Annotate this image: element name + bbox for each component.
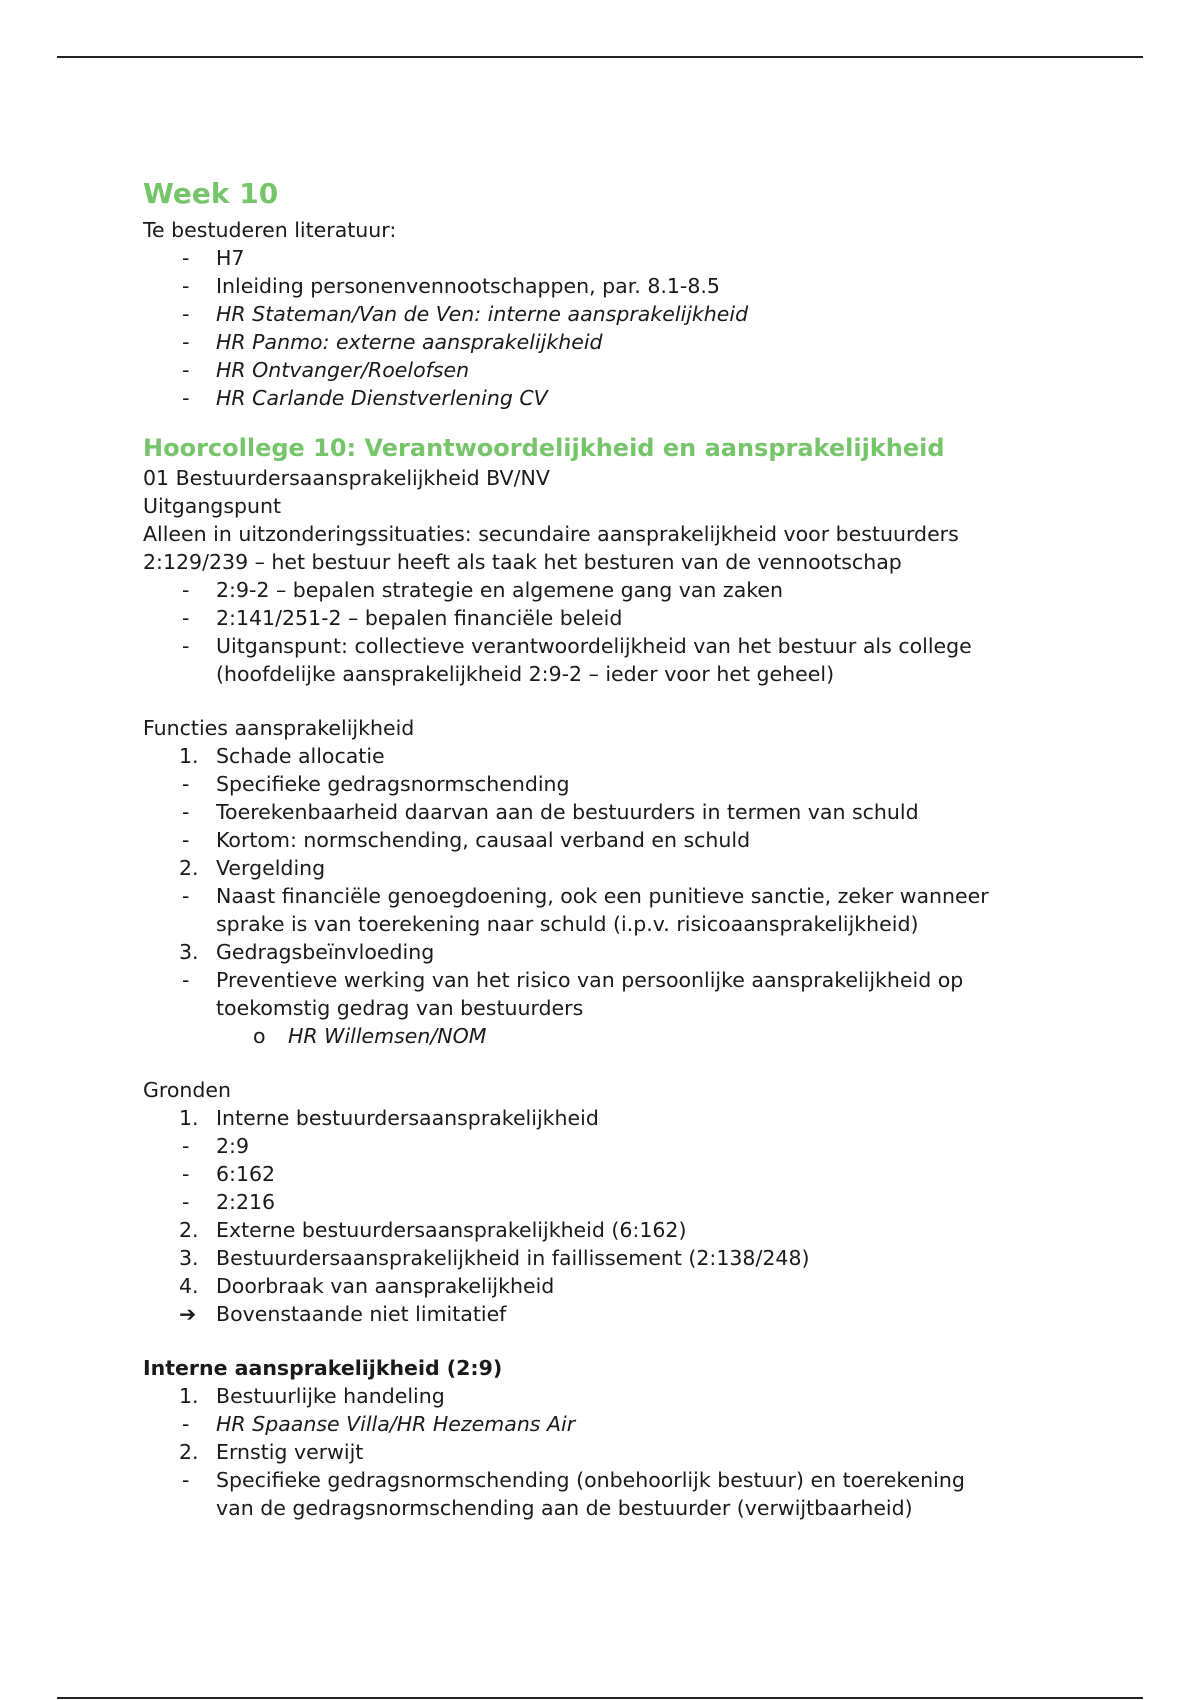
section-heading: Functies aansprakelijkheid	[143, 716, 415, 740]
gronden-list	[143, 1104, 1103, 1328]
list-item: - Inleiding personenvennootschappen, par. 8.1-8.5	[182, 274, 720, 298]
list-item-continuation: van de gedragsnormschending aan de bestuurder (verwijtbaarheid)	[216, 1496, 913, 1520]
lecture-subheading: 01 Bestuurdersaansprakelijkheid BV/NV	[143, 466, 550, 490]
list-item: 2. Ernstig verwijt	[179, 1440, 364, 1464]
list-item: - 2:141/251-2 – bepalen financiële beleid	[182, 606, 623, 630]
list-item-continuation: (hoofdelijke aansprakelijkheid 2:9-2 – ieder voor het geheel)	[216, 662, 835, 686]
arrow-icon: ➔	[179, 1302, 197, 1326]
list-item: 3. Gedragsbeïnvloeding	[179, 940, 435, 964]
section-heading: Gronden	[143, 1078, 232, 1102]
list-item: ➔ Bovenstaande niet limitatief	[179, 1302, 507, 1326]
list-item: - Toerekenbaarheid daarvan aan de bestuurders in termen van schuld	[182, 800, 919, 824]
list-item: 1. Bestuurlijke handeling	[179, 1384, 445, 1408]
list-item: 1. Schade allocatie	[179, 744, 385, 768]
list-item: - Preventieve werking van het risico van persoonlijke aansprakelijkheid op	[182, 968, 964, 992]
starting-point-label: Uitgangspunt	[143, 494, 282, 518]
lecture-heading: Hoorcollege 10: Verantwoordelijkheid en aansprakelijkheid	[143, 434, 945, 462]
list-item: - Specifieke gedragsnormschending	[182, 772, 570, 796]
list-item: - HR Ontvanger/Roelofsen	[182, 358, 470, 382]
list-item: - 6:162	[182, 1162, 276, 1186]
header-rule	[57, 56, 1143, 58]
document-body	[143, 176, 1103, 1522]
list-item: - HR Carlande Dienstverlening CV	[182, 386, 548, 410]
literature-intro: Te bestuderen literatuur:	[143, 218, 397, 242]
list-item: 4. Doorbraak van aansprakelijkheid	[179, 1274, 555, 1298]
list-item: - HR Stateman/Van de Ven: interne aansprakelijkheid	[182, 302, 749, 326]
footer-rule	[57, 1697, 1143, 1699]
paragraph: 2:129/239 – het bestuur heeft als taak het besturen van de vennootschap	[143, 550, 902, 574]
list-item: - Uitganspunt: collectieve verantwoordelijkheid van het bestuur als college	[182, 634, 972, 658]
literature-list	[143, 244, 1103, 412]
list-item: 1. Interne bestuurdersaansprakelijkheid	[179, 1106, 599, 1130]
list-item: - 2:216	[182, 1190, 276, 1214]
list-item: - H7	[182, 246, 245, 270]
list-item: - Specifieke gedragsnormschending (onbehoorlijk bestuur) en toerekening	[182, 1468, 965, 1492]
list-item: - HR Panmo: externe aansprakelijkheid	[182, 330, 603, 354]
list-item: 3. Bestuurdersaansprakelijkheid in faillissement (2:138/248)	[179, 1246, 810, 1270]
sub-list-item: o HR Willemsen/NOM	[253, 1024, 487, 1048]
list-item-continuation: sprake is van toerekening naar schuld (i.p.v. risicoaansprakelijkheid)	[216, 912, 919, 936]
list-item: - HR Spaanse Villa/HR Hezemans Air	[182, 1412, 576, 1436]
functies-list	[143, 742, 1103, 1050]
list-item: 2. Vergelding	[179, 856, 326, 880]
list-item: - 2:9	[182, 1134, 249, 1158]
list-item: - 2:9-2 – bepalen strategie en algemene gang van zaken	[182, 578, 784, 602]
list-item-continuation: toekomstig gedrag van bestuurders	[216, 996, 584, 1020]
lecture-list	[143, 576, 1103, 688]
section-heading-bold: Interne aansprakelijkheid (2:9)	[143, 1356, 503, 1380]
intern-list	[143, 1382, 1103, 1522]
paragraph: Alleen in uitzonderingssituaties: secundaire aansprakelijkheid voor bestuurders	[143, 522, 959, 546]
list-item: - Naast financiële genoegdoening, ook een punitieve sanctie, zeker wanneer	[182, 884, 989, 908]
list-item: 2. Externe bestuurdersaansprakelijkheid (6:162)	[179, 1218, 687, 1242]
week-heading: Week 10	[143, 177, 279, 210]
list-item: - Kortom: normschending, causaal verband en schuld	[182, 828, 751, 852]
